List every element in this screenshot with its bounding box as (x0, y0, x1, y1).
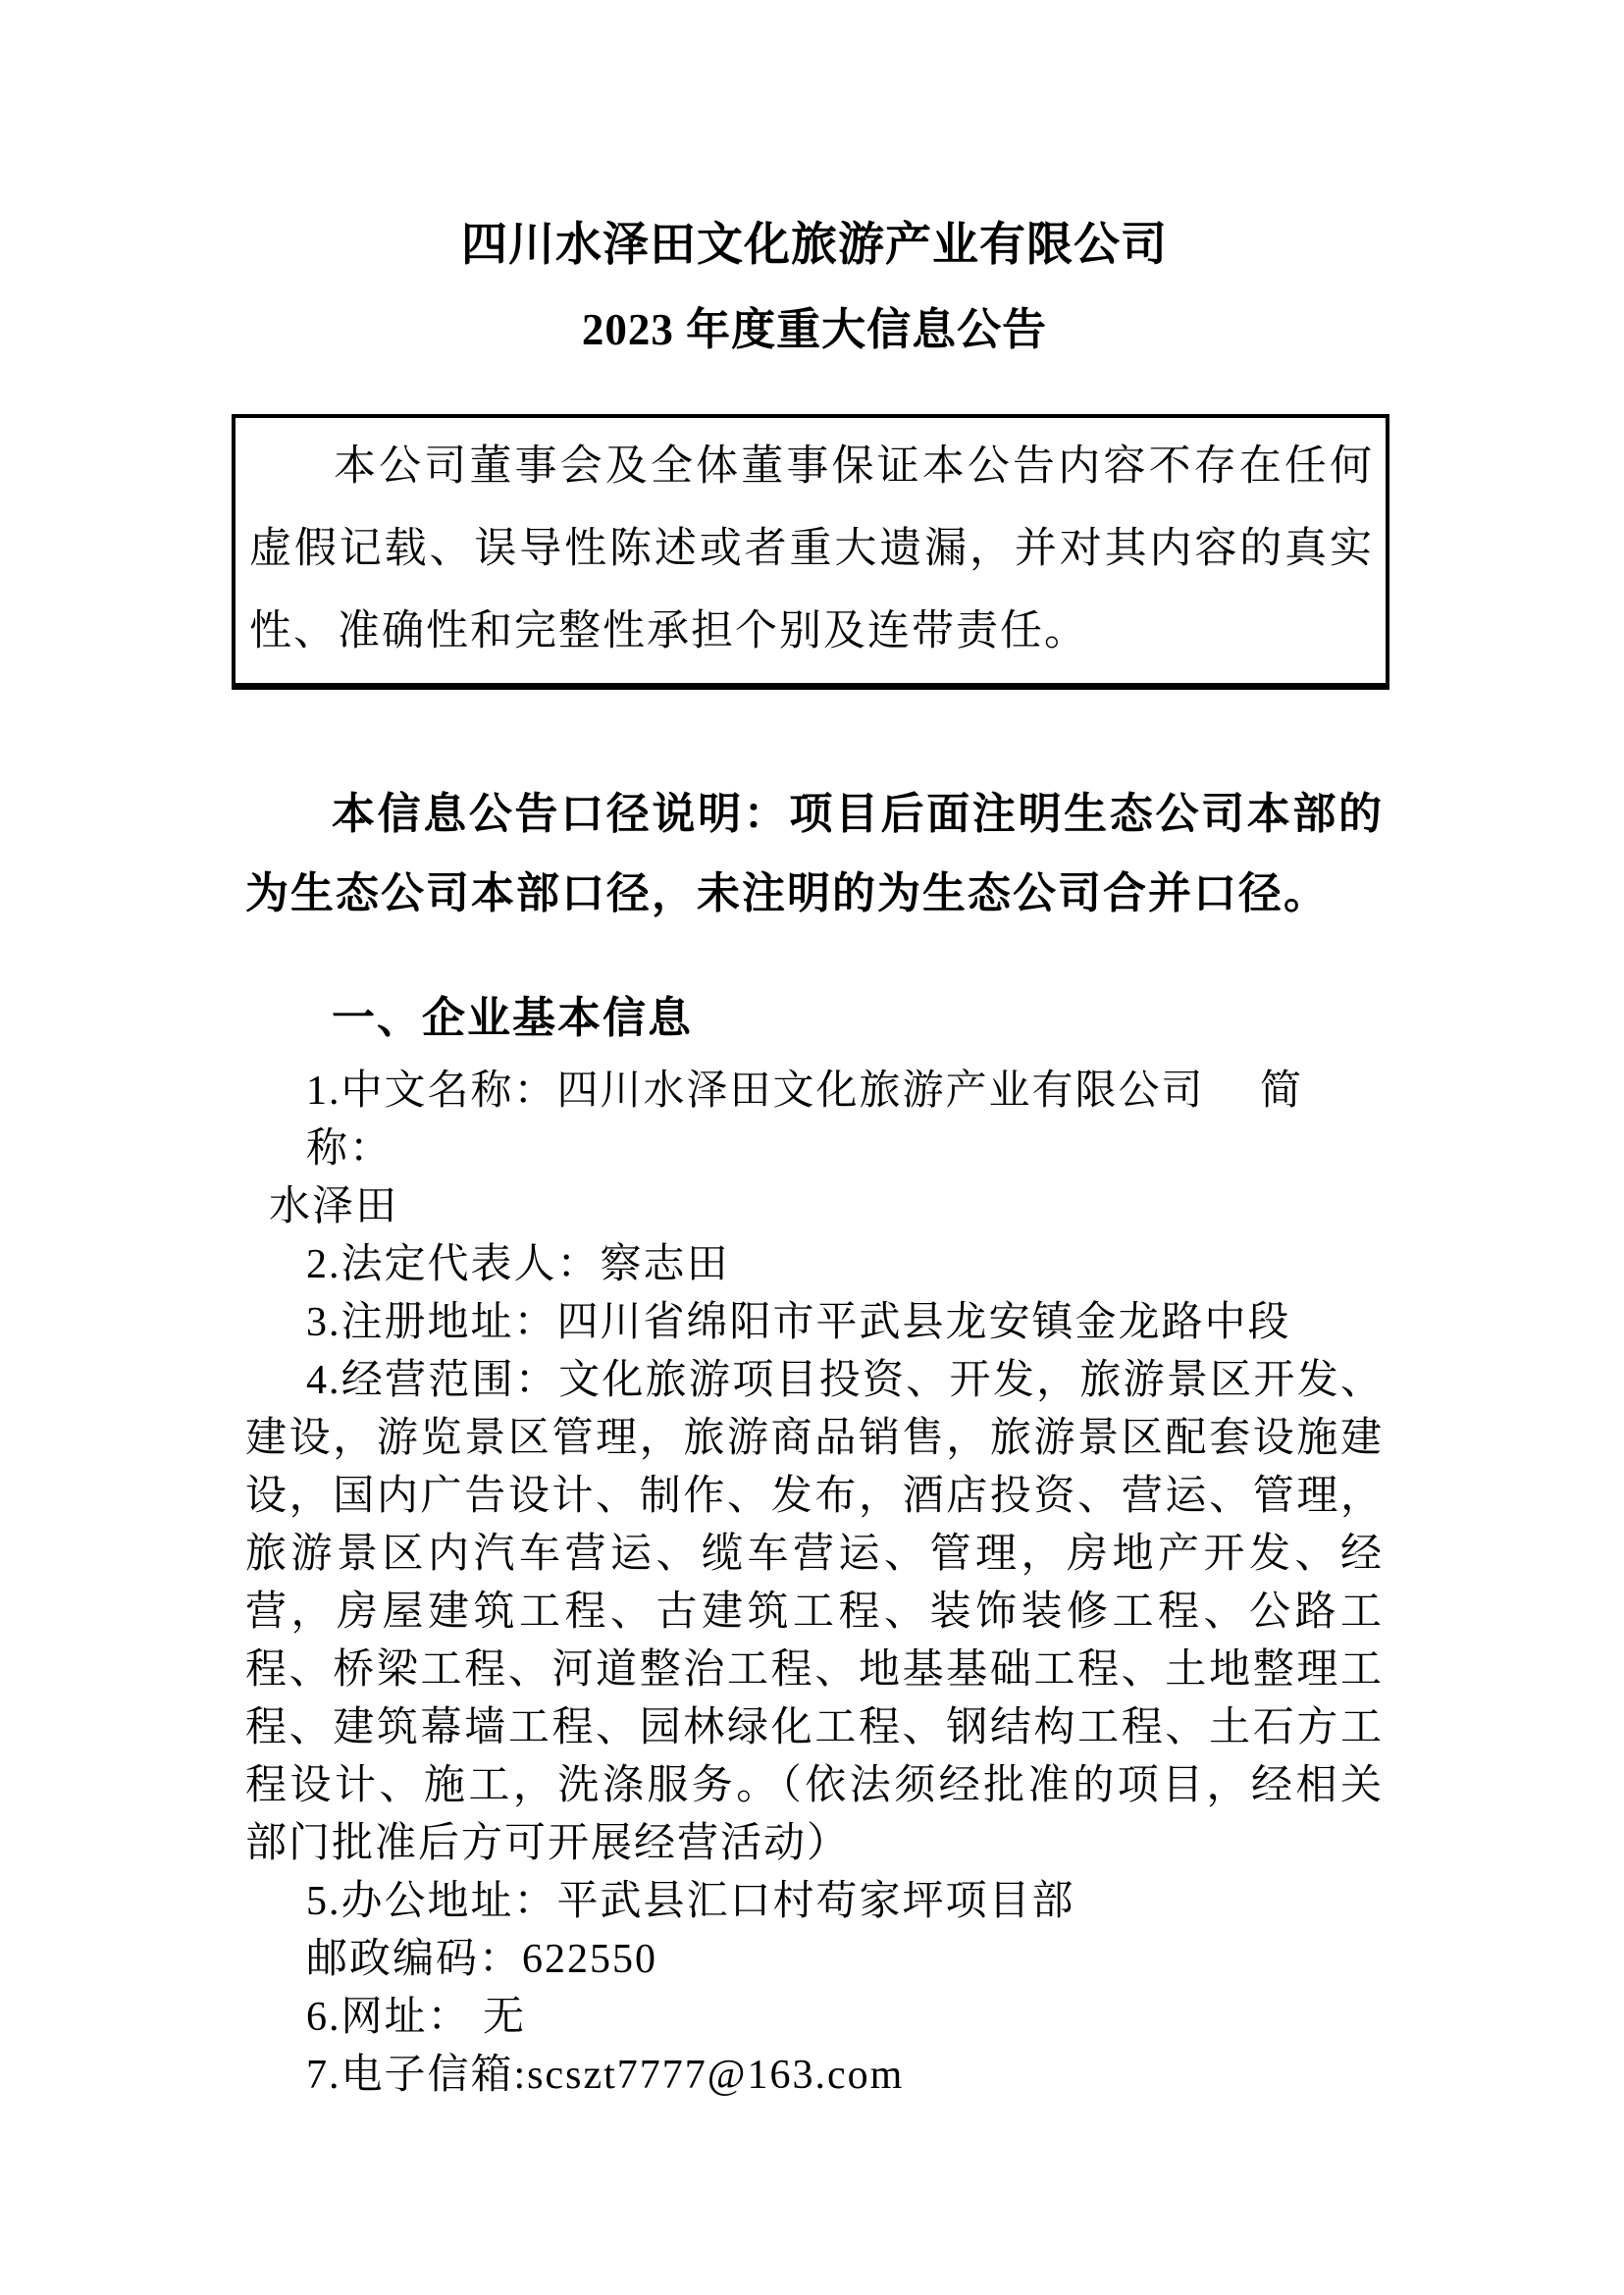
business-scope-paragraph: 4.经营范围：文化旅游项目投资、开发，旅游景区开发、建设，游览景区管理，旅游商品销售，旅游景区配套设施建设，国内广告设计、制作、发布，酒店投资、营运、管理，旅游景区内汽车营运、缆车营运、管理，房地产开发、经营，房屋建筑工程、古建筑工程、装饰装修工程、公路工程、桥梁工程、河道整治工程、地基基础工程、土地整理工程、建筑幕墙工程、园林绿化工程、钢结构工程、土石方工程设计、施工，洗涤服务。（依法须经批准的项目，经相关部门批准后方可开展经营活动） (245, 1358, 1384, 1866)
registered-address-line: 3.注册地址：四川省绵阳市平武县龙安镇金龙路中段 (306, 1300, 1291, 1345)
office-address-line: 5.办公地址：平武县汇口村苟家坪项目部 (306, 1879, 1075, 1924)
board-guarantee-text: 本公司董事会及全体董事保证本公告内容不存在任何虚假记载、误导性陈述或者重大遗漏，并对其内容的真实性、准确性和完整性承担个别及连带责任。 (249, 443, 1374, 654)
document-title-announcement: 2023 年度重大信息公告 (581, 305, 1048, 354)
section-heading-basic-info: 一、企业基本信息 (332, 994, 693, 1042)
board-guarantee-box (232, 414, 1389, 690)
document-title-company: 四川水泽田文化旅游产业有限公司 (461, 220, 1168, 271)
document-content (245, 0, 1384, 2105)
basic-info-list (245, 1063, 1384, 2105)
legal-representative-line: 2.法定代表人：察志田 (306, 1242, 730, 1287)
caliber-note: 本信息公告口径说明：项目后面注明生态公司本部的为生态公司本部口径，未注明的为生态公司合并口径。 (245, 790, 1384, 917)
website-line: 6.网址： 无 (306, 1995, 527, 2040)
email-line: 7.电子信箱:scszt7777@163.com (306, 2053, 905, 2098)
company-name-line: 1.中文名称：四川水泽田文化旅游产业有限公司 简称： (306, 1069, 1304, 1172)
company-short-name-line: 水泽田 (269, 1184, 399, 1229)
postal-code-line: 邮政编码：622550 (306, 1937, 658, 1982)
